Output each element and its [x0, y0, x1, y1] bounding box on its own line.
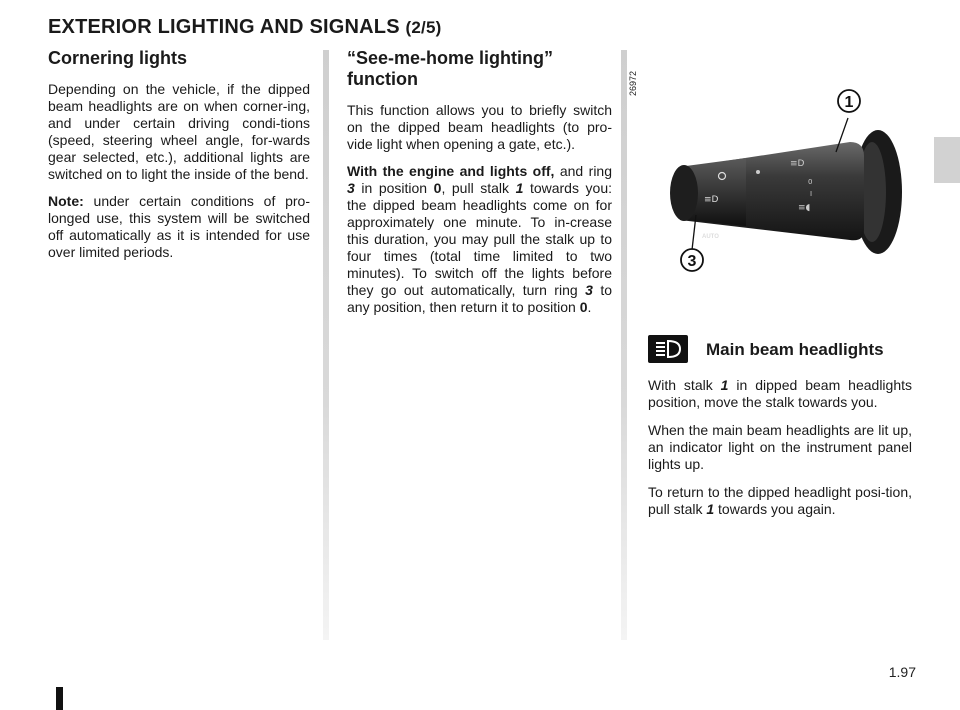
stalk-mark-0: 0 — [808, 178, 813, 186]
column-divider-right — [621, 50, 627, 640]
instr-text: to any position, then return it to position — [347, 282, 612, 315]
see-me-home-instructions — [347, 163, 612, 316]
ref-position-0: 0 — [433, 180, 442, 196]
instr-text: , pull stalk — [441, 180, 516, 196]
note-text: under certain conditions of pro-longed use, this system will be switched off automatically as it is intended for use over limited periods. — [48, 193, 310, 260]
main-beam-heading-row — [648, 335, 912, 363]
main-beam-p2: When the main beam headlights are lit up, an indicator light on the instrument panel lights up. — [648, 422, 912, 472]
page-title-subtitle: (2/5) — [405, 18, 442, 37]
ref-stalk-1: 1 — [706, 501, 715, 517]
page-corner-mark — [56, 687, 63, 710]
instr-text: towards you: the dipped beam headlights come on for approximately one minute. To in-crease this duration, you may pull the stalk up to four times (total time limited to two minutes). To switch off the lights before they go out automatically, turn ring — [347, 180, 612, 298]
instr-text: and ring — [554, 163, 612, 179]
see-me-home-section — [347, 48, 612, 326]
instr-condition: With the engine and lights off, — [347, 163, 555, 179]
chapter-tab-marker — [934, 137, 960, 183]
stalk-dot — [756, 170, 760, 174]
main-beam-heading: Main beam headlights — [706, 339, 884, 359]
page-title-text: EXTERIOR LIGHTING AND SIGNALS — [48, 16, 400, 38]
mb-text: towards you again. — [714, 501, 836, 517]
mb-text: With stalk — [648, 377, 721, 393]
dipped-beam-symbol: ≡D — [704, 195, 719, 205]
instr-text: . — [587, 299, 592, 315]
figure-reference-code: 26972 — [628, 70, 638, 96]
auto-label: AUTO — [702, 234, 719, 240]
see-me-home-heading: “See-me-home lighting” function — [347, 48, 554, 89]
page-number: 1.97 — [888, 664, 916, 680]
main-beam-icon — [648, 335, 688, 363]
stalk-tip — [670, 165, 698, 221]
callout-3-label: 3 — [687, 253, 697, 270]
stalk-mark-1: I — [810, 190, 813, 198]
mb-text: To return to the dipped headlight posi-tion, pull stalk — [648, 484, 912, 517]
lighting-stalk-illustration — [650, 80, 920, 290]
ref-ring-3: 3 — [585, 282, 593, 298]
cornering-heading: Cornering lights — [48, 48, 187, 68]
cornering-section — [48, 48, 310, 271]
cornering-paragraph: Depending on the vehicle, if the dipped beam headlights are on when corner-ing, and under certain driving condi-tions (speed, steering wheel angle, for-wards gear selected, etc.), additional lights are switched on to light the inside of the bend. — [48, 81, 310, 182]
ref-ring-3: 3 — [347, 180, 355, 196]
note-label: Note: — [48, 193, 84, 209]
main-beam-section — [648, 335, 912, 529]
main-beam-p3 — [648, 484, 912, 518]
ref-stalk-1: 1 — [515, 180, 524, 196]
mb-text: in dipped beam headlights position, move the stalk towards you. — [648, 377, 912, 410]
ref-position-0: 0 — [579, 299, 588, 315]
fog-light-symbol: ≡D — [790, 159, 805, 169]
main-beam-p1 — [648, 377, 912, 411]
cornering-note — [48, 193, 310, 261]
ref-stalk-1: 1 — [720, 377, 729, 393]
see-me-home-intro: This function allows you to briefly switch on the dipped beam headlights (to pro-vide light when opening a gate, etc.). — [347, 102, 612, 152]
column-divider-left — [323, 50, 329, 640]
callout-1-label: 1 — [844, 94, 854, 111]
page-title — [48, 16, 441, 39]
instr-text: in position — [354, 180, 434, 196]
rear-fog-symbol: ≡◖ — [798, 203, 811, 213]
